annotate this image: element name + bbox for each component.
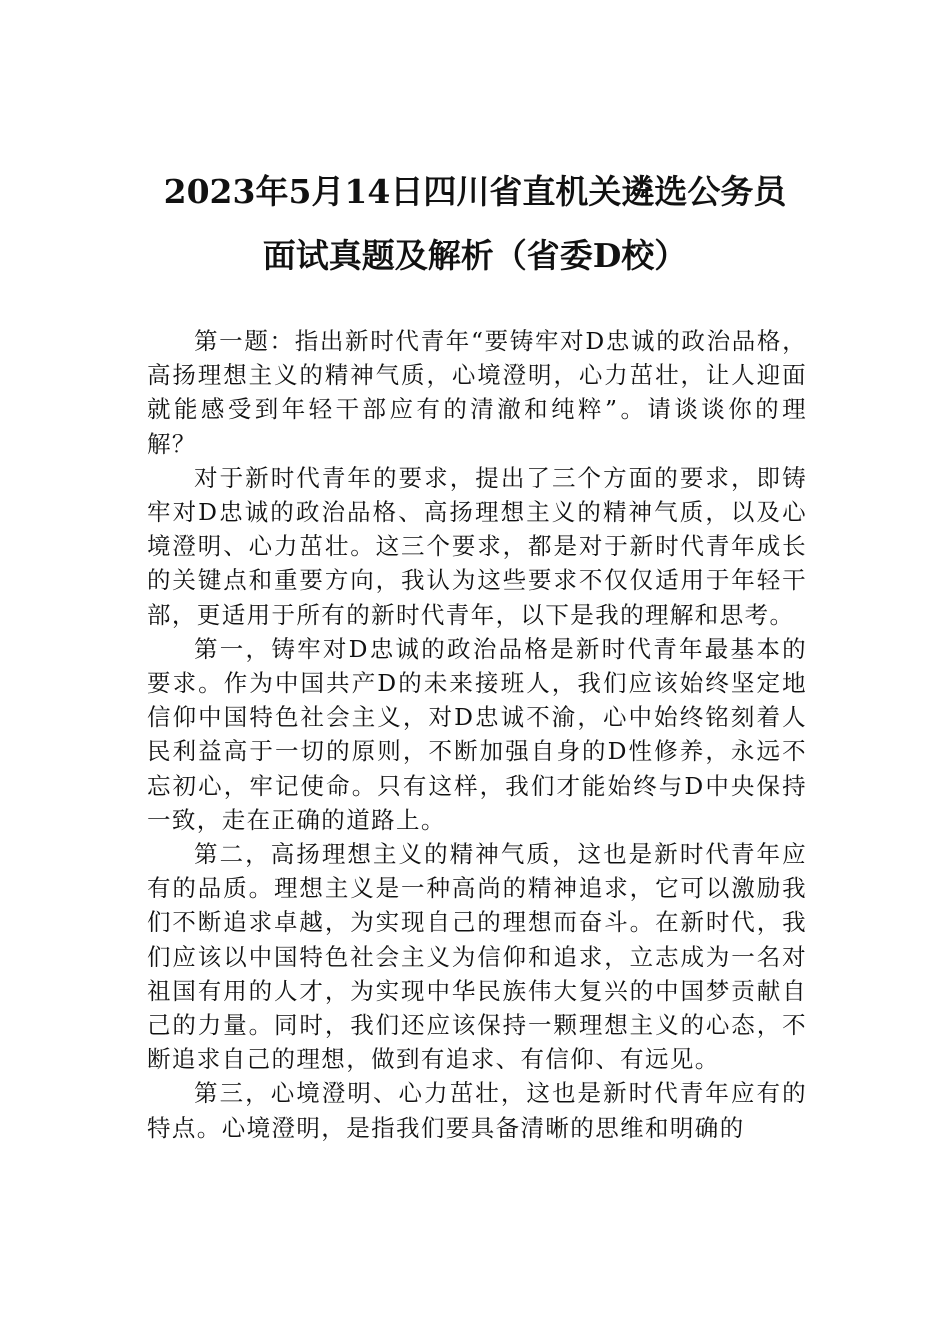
document-body xyxy=(147,324,807,1145)
title-line-2: 面试真题及解析（省委D校） xyxy=(262,236,688,275)
paragraph-point-3: 第三，心境澄明、心力茁壮，这也是新时代青年应有的特点。心境澄明，是指我们要具备清晰的思维和明确的 xyxy=(147,1079,807,1142)
paragraph-point-1: 第一，铸牢对D忠诚的政治品格是新时代青年最基本的要求。作为中国共产D的未来接班人，我们应该始终坚定地信仰中国特色社会主义，对D忠诚不渝，心中始终铭刻着人民利益高于一切的原则，不断加强自身的D性修养，永远不忘初心，牢记使命。只有这样，我们才能始终与D中央保持一致，走在正确的道路上。 xyxy=(147,634,807,834)
paragraph-intro: 对于新时代青年的要求，提出了三个方面的要求，即铸牢对D忠诚的政治品格、高扬理想主义的精神气质，以及心境澄明、心力茁壮。这三个要求，都是对于新时代青年成长的关键点和重要方向，我认为这些要求不仅仅适用于年轻干部，更适用于所有的新时代青年，以下是我的理解和思考。 xyxy=(147,463,807,629)
document-title xyxy=(120,160,830,288)
paragraph-point-2: 第二，高扬理想主义的精神气质，这也是新时代青年应有的品质。理想主义是一种高尚的精神追求，它可以激励我们不断追求卓越，为实现自己的理想而奋斗。在新时代，我们应该以中国特色社会主义为信仰和追求，立志成为一名对祖国有用的人才，为实现中华民族伟大复兴的中国梦贡献自己的力量。同时，我们还应该保持一颗理想主义的心态，不断追求自己的理想，做到有追求、有信仰、有远见。 xyxy=(147,840,807,1074)
paragraph-question: 第一题：指出新时代青年“要铸牢对D忠诚的政治品格，高扬理想主义的精神气质，心境澄明，心力茁壮，让人迎面就能感受到年轻干部应有的清澈和纯粹”。请谈谈你的理解？ xyxy=(147,327,807,458)
title-line-1: 2023年5月14日四川省直机关遴选公务员 xyxy=(163,172,787,211)
